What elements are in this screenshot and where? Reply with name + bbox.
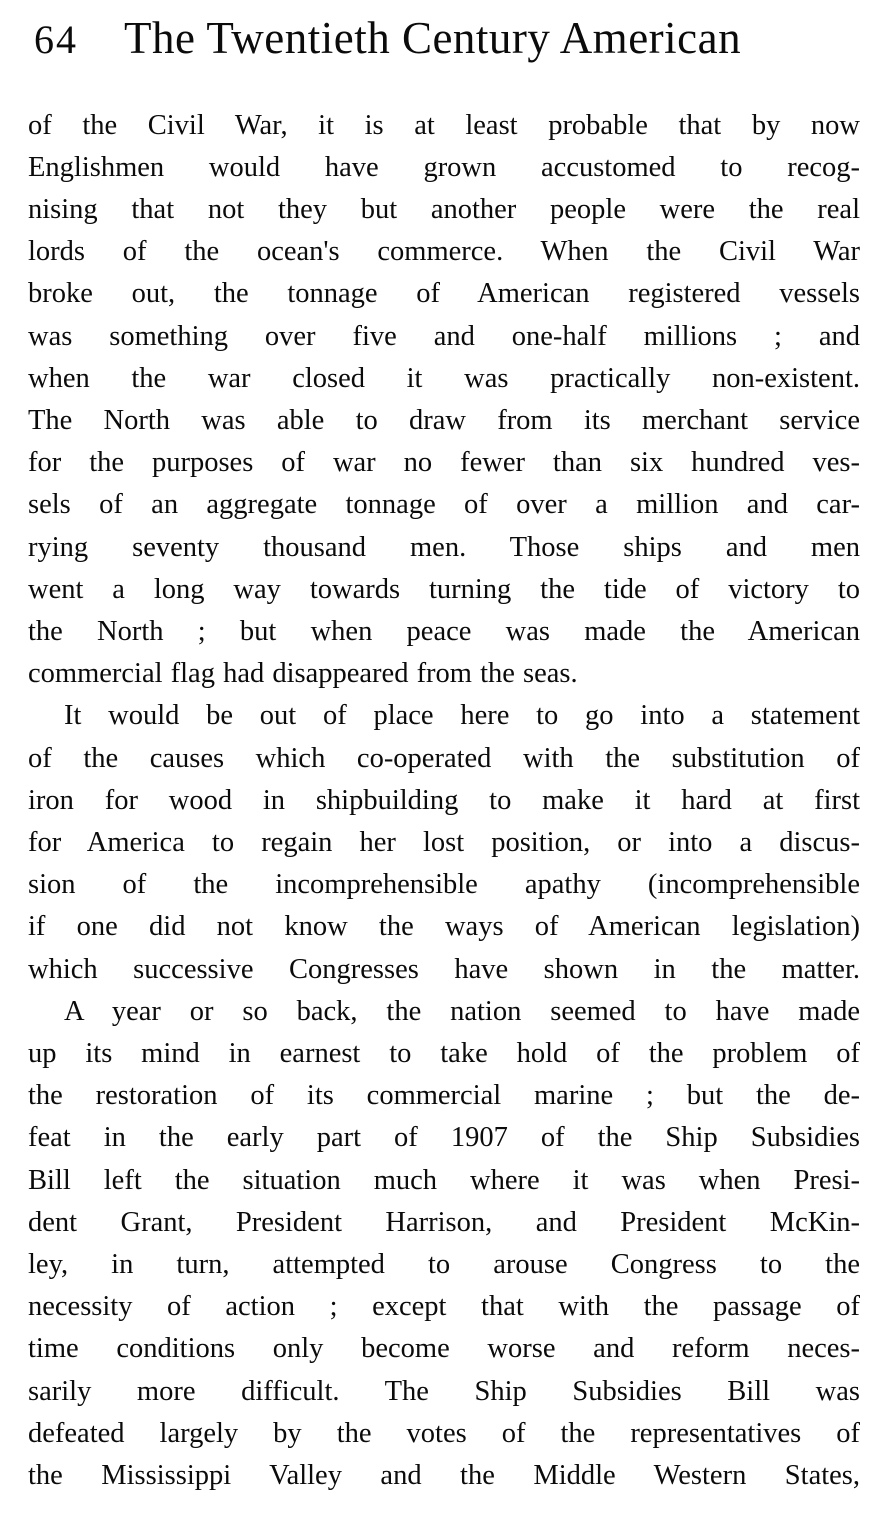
text-line: The North was able to draw from its merchant service <box>28 404 860 436</box>
text-line: went a long way towards turning the tide of victory to <box>28 573 860 605</box>
text-line: iron for wood in shipbuilding to make it hard at first <box>28 784 860 816</box>
text-line: up its mind in earnest to take hold of the problem of <box>28 1037 860 1069</box>
text-line: A year or so back, the nation seemed to have made <box>64 995 860 1027</box>
paragraph <box>28 695 860 990</box>
text-line: the restoration of its commercial marine ; but the de- <box>28 1080 860 1112</box>
text-line: sarily more difficult. The Ship Subsidies Bill was <box>28 1375 860 1407</box>
text-line: defeated largely by the votes of the representatives of <box>28 1417 860 1449</box>
text-line: if one did not know the ways of American legislation) <box>28 911 860 943</box>
text-line: sion of the incomprehensible apathy (incomprehensible <box>28 869 860 901</box>
page-number: 64 <box>34 17 78 62</box>
text-line: for the purposes of war no fewer than six hundred ves- <box>28 447 860 479</box>
text-line: necessity of action ; except that with the passage of <box>28 1291 860 1323</box>
text-line: when the war closed it was practically non-existent. <box>28 362 860 394</box>
text-line: Englishmen would have grown accustomed to recog- <box>28 151 860 183</box>
text-line: broke out, the tonnage of American registered vessels <box>28 278 860 310</box>
text-line: rying seventy thousand men. Those ships and men <box>28 531 860 563</box>
text-line: for America to regain her lost position, or into a discus- <box>28 826 860 858</box>
running-title: The Twentieth Century American <box>124 13 742 63</box>
text-line: Bill left the situation much where it was when Presi- <box>28 1164 860 1196</box>
text-line: nising that not they but another people were the real <box>28 193 860 225</box>
page-header <box>28 12 860 64</box>
text-line: lords of the ocean's commerce. When the Civil War <box>28 236 860 268</box>
text-line: ley, in turn, attempted to arouse Congress to the <box>28 1248 860 1280</box>
text-line: was something over five and one-half millions ; and <box>28 320 860 352</box>
text-line: commercial flag had disappeared from the seas. <box>28 658 578 690</box>
text-line: dent Grant, President Harrison, and President McKin- <box>28 1206 860 1238</box>
text-line: time conditions only become worse and reform neces- <box>28 1333 860 1365</box>
text-line: feat in the early part of 1907 of the Ship Subsidies <box>28 1122 860 1154</box>
text-line: It would be out of place here to go into a statement <box>64 700 860 732</box>
text-line: sels of an aggregate tonnage of over a million and car- <box>28 489 860 521</box>
page-body <box>28 105 860 1498</box>
text-line: the Mississippi Valley and the Middle Western States, <box>28 1460 860 1491</box>
text-line: the North ; but when peace was made the American <box>28 615 860 647</box>
text-line: which successive Congresses have shown in the matter. <box>28 953 860 985</box>
paragraph <box>28 991 860 1497</box>
text-line: of the Civil War, it is at least probable that by now <box>28 109 860 141</box>
text-line: of the causes which co-operated with the substitution of <box>28 742 860 774</box>
paragraph <box>28 105 860 696</box>
